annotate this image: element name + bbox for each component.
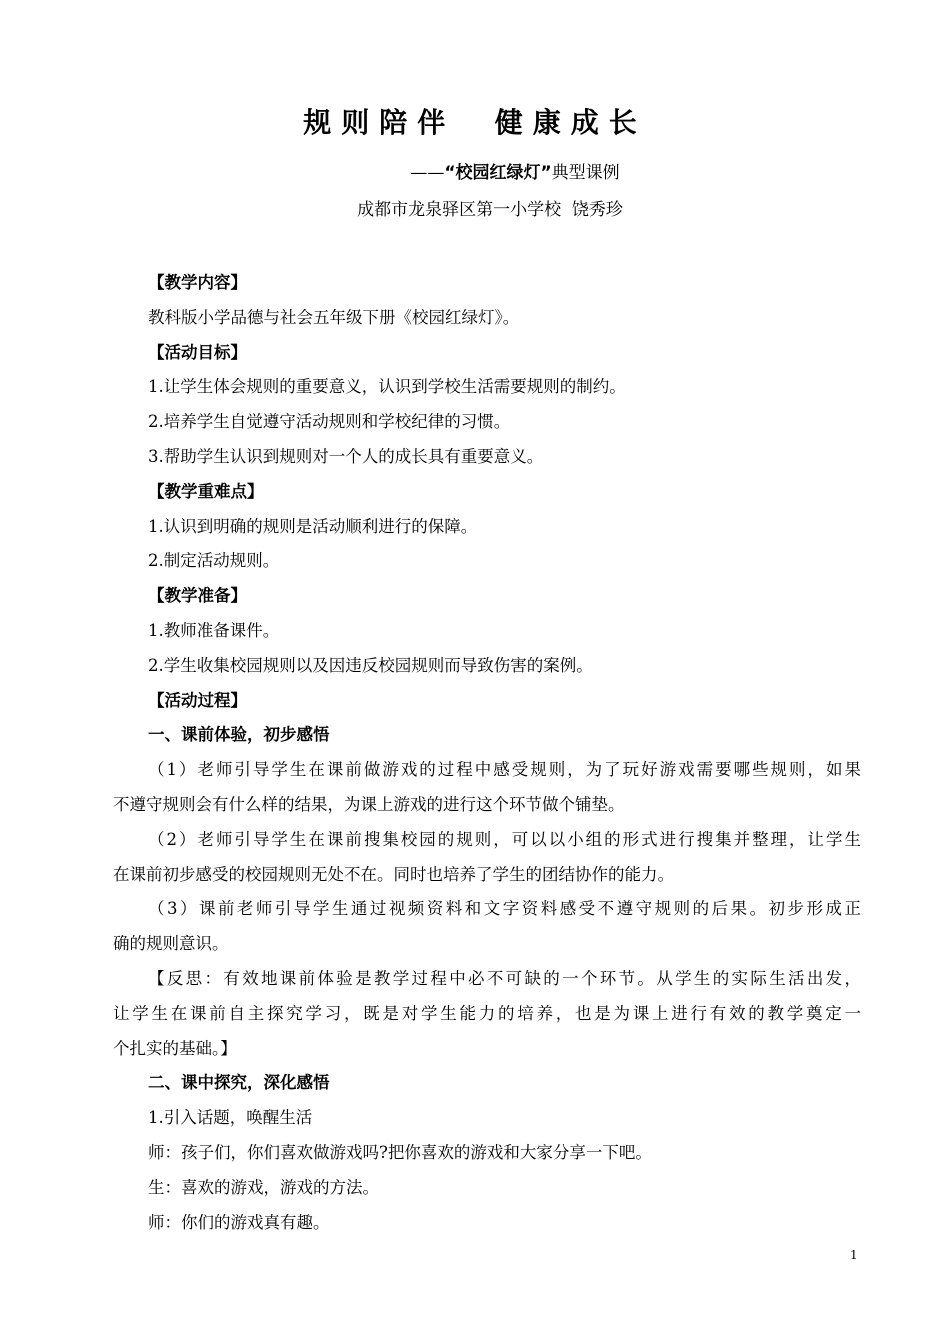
- section-heading: 【活动目标】: [148, 342, 247, 362]
- paragraph-line: 1.引入话题，唤醒生活: [148, 1108, 313, 1128]
- reflection-line: 个扎实的基础。】: [113, 1038, 237, 1058]
- paragraph-line: 教科版小学品德与社会五年级下册《校园红绿灯》。: [148, 307, 520, 327]
- subsection-heading: 一、课前体验，初步感悟: [148, 725, 330, 745]
- section-heading: 【教学准备】: [148, 586, 247, 606]
- paragraph-line: 不遵守规则会有什么样的结果，为课上游戏的进行这个环节做个铺垫。: [113, 794, 625, 814]
- author-line: 成都市龙泉驿区第一小学校 饶秀珍: [357, 200, 623, 220]
- section-heading: 【活动过程】: [148, 690, 247, 710]
- reflection-line: 【反思：有效地课前体验是教学过程中必不可缺的一个环节。从学生的实际生活出发，: [148, 968, 861, 988]
- section-heading: 【教学内容】: [148, 273, 247, 292]
- paragraph-line: 1.认识到明确的规则是活动顺利进行的保障。: [148, 516, 478, 536]
- paragraph-line: （1）老师引导学生在课前做游戏的过程中感受规则，为了玩好游戏需要哪些规则，如果: [148, 760, 861, 780]
- subtitle-rest: 典型课例: [551, 163, 620, 183]
- section-heading: 【教学重难点】: [148, 481, 264, 501]
- paragraph-line: 2.培养学生自觉遵守活动规则和学校纪律的习惯。: [148, 412, 511, 432]
- dialogue-line: 师：孩子们，你们喜欢做游戏吗?把你喜欢的游戏和大家分享一下吧。: [148, 1142, 652, 1162]
- page-number: 1: [850, 1248, 858, 1262]
- subtitle-bold: “校园红绿灯”: [444, 163, 552, 183]
- document-subtitle: [0, 160, 950, 186]
- paragraph-line: 3.帮助学生认识到规则对一个人的成长具有重要意义。: [148, 446, 544, 466]
- dialogue-line: 师：你们的游戏真有趣。: [148, 1212, 330, 1232]
- paragraph-line: （3）课前老师引导学生通过视频资料和文字资料感受不遵守规则的后果。初步形成正: [148, 899, 861, 919]
- paragraph-line: 1.让学生体会规则的重要意义，认识到学校生活需要规则的制约。: [148, 377, 626, 397]
- paragraph-line: 2.制定活动规则。: [148, 551, 280, 571]
- dialogue-line: 生：喜欢的游戏，游戏的方法。: [148, 1177, 379, 1197]
- paragraph-line: 1.教师准备课件。: [148, 620, 280, 640]
- subtitle-dash: ——: [410, 163, 445, 183]
- paragraph-line: （2）老师引导学生在课前搜集校园的规则，可以以小组的形式进行搜集并整理，让学生: [148, 829, 861, 849]
- document-title: 规则陪伴 健康成长: [303, 106, 647, 139]
- paragraph-line: 2.学生收集校园规则以及因违反校园规则而导致伤害的案例。: [148, 655, 593, 675]
- subsection-heading: 二、课中探究，深化感悟: [148, 1073, 330, 1093]
- paragraph-line: 在课前初步感受的校园规则无处不在。同时也培养了学生的团结协作的能力。: [113, 864, 674, 884]
- document-body: [113, 266, 861, 1240]
- reflection-line: 让学生在课前自主探究学习，既是对学生能力的培养，也是为课上进行有效的教学奠定一: [113, 1003, 861, 1023]
- paragraph-line: 确的规则意识。: [113, 934, 229, 954]
